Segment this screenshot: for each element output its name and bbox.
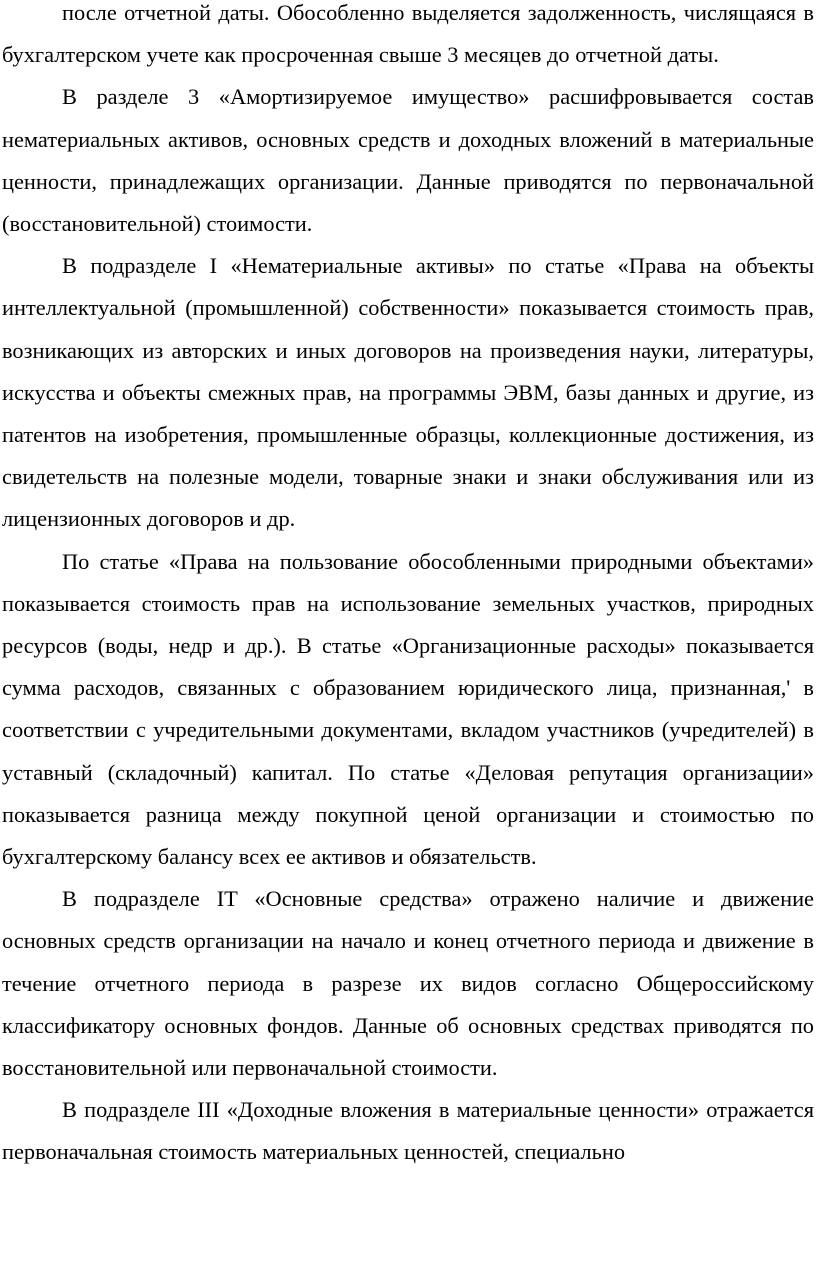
paragraph-natural-objects-rights: По статье «Права на пользование обособленными природными объектами» показывается стоимость прав на использование земельных участков, природных ресурсов (воды, недр и др.). В статье «Организационные расходы» показывается сумма расходов, связанных с образованием юридического лица, признанная,' в соответствии с учредительными документами, вкладом участников (учредителей) в уставный (складочный) капитал. По статье «Деловая репутация организации» показывается разница между покупной ценой организации и стоимостью по бухгалтерскому балансу всех ее активов и обязательств. <box>2 548 814 870</box>
paragraph-intangible-assets: В подразделе I «Нематериальные активы» по статье «Права на объекты интеллектуальной (промышленной) собственности» показывается стоимость прав, возникающих из авторских и иных договоров на произведения науки, литературы, искусства и объекты смежных прав, на программы ЭВМ, базы данных и другие, из патентов на изобретения, промышленные образцы, коллекционные достижения, из свидетельств на полезные модели, товарные знаки и знаки обслуживания или из лицензионных договоров и др. <box>2 253 814 532</box>
document-body <box>2 0 814 1174</box>
paragraph-section-3: В разделе 3 «Амортизируемое имущество» расшифровывается состав нематериальных активов, основных средств и доходных вложений в материальные ценности, принадлежащих организации. Данные приводятся по первоначальной (восстановительной) стоимости. <box>2 84 814 237</box>
paragraph-income-investments: В подразделе III «Доходные вложения в материальные ценности» отражается первоначальная стоимость материальных ценностей, специально <box>2 1097 814 1165</box>
paragraph-continuation: после отчетной даты. Обособленно выделяется задолженность, числящаяся в бухгалтерском учете как просроченная свыше 3 месяцев до отчетной даты. <box>2 0 814 68</box>
paragraph-fixed-assets: В подразделе IT «Основные средства» отражено наличие и движение основных средств организации на начало и конец отчетного периода и движение в течение отчетного периода в разрезе их видов согласно Общероссийскому классификатору основных фондов. Данные об основных средствах приводятся по восстановительной или первоначальной стоимости. <box>2 886 814 1081</box>
